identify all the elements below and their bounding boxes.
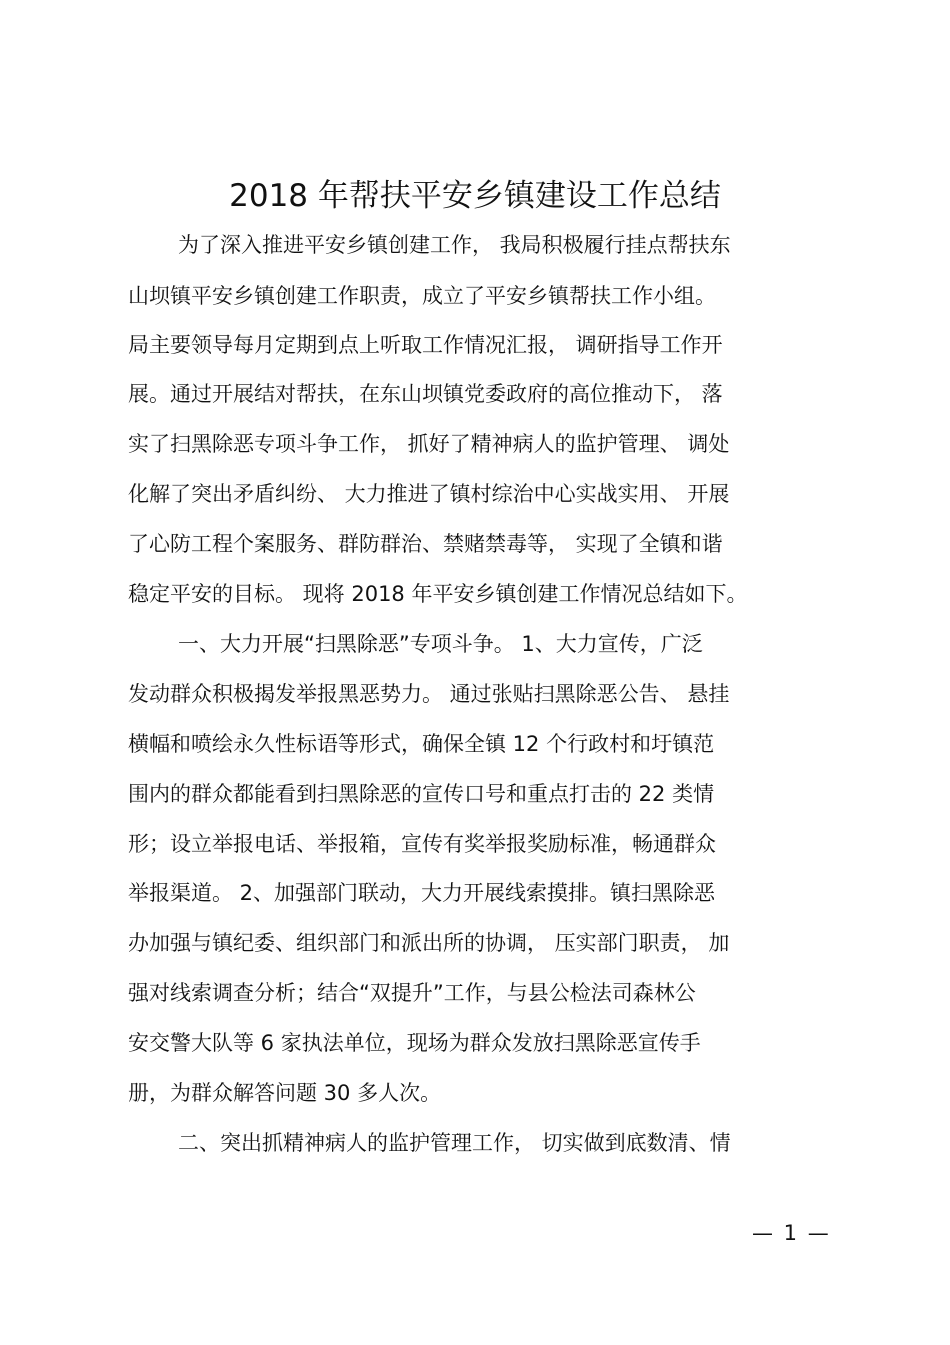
paragraph-line: 安交警大队等 6 家执法单位，现场为群众发放扫黑除恶宣传手 [128,1031,701,1055]
page-number: — 1 — [752,1221,831,1245]
paragraph-line: 办加强与镇纪委、组织部门和派出所的协调， 压实部门职责， 加 [128,931,730,955]
paragraph-line: 强对线索调查分析；结合“双提升”工作，与县公检法司森林公 [128,981,696,1005]
paragraph-line: 了心防工程个案服务、群防群治、禁赌禁毒等， 实现了全镇和谐 [128,532,723,556]
paragraph-line: 稳定平安的目标。 现将 2018 年平安乡镇创建工作情况总结如下。 [128,582,748,606]
paragraph-line: 实了扫黑除恶专项斗争工作， 抓好了精神病人的监护管理、 调处 [128,432,730,456]
paragraph-line: 为了深入推进平安乡镇创建工作， 我局积极履行挂点帮扶东 [178,233,731,257]
document-title: 2018 年帮扶平安乡镇建设工作总结 [229,178,721,214]
paragraph-line: 形；设立举报电话、举报箱，宣传有奖举报奖励标准，畅通群众 [128,832,716,856]
paragraph-line: 化解了突出矛盾纠纷、 大力推进了镇村综治中心实战实用、 开展 [128,482,730,506]
paragraph-line: 展。通过开展结对帮扶，在东山坝镇党委政府的高位推动下， 落 [128,382,723,406]
paragraph-line: 册，为群众解答问题 30 多人次。 [128,1081,442,1105]
paragraph-line: 局主要领导每月定期到点上听取工作情况汇报， 调研指导工作开 [128,333,723,357]
paragraph-line: 二、突出抓精神病人的监护管理工作， 切实做到底数清、情 [178,1131,731,1155]
paragraph-line: 举报渠道。 2、加强部门联动，大力开展线索摸排。镇扫黑除恶 [128,881,716,905]
paragraph-line: 山坝镇平安乡镇创建工作职责，成立了平安乡镇帮扶工作小组。 [128,284,716,308]
paragraph-line: 围内的群众都能看到扫黑除恶的宣传口号和重点打击的 22 类情 [128,782,715,806]
paragraph-line: 一、大力开展“扫黑除恶”专项斗争。 1、大力宣传，广泛 [178,632,703,656]
paragraph-line: 发动群众积极揭发举报黑恶势力。 通过张贴扫黑除恶公告、 悬挂 [128,682,730,706]
paragraph-line: 横幅和喷绘永久性标语等形式，确保全镇 12 个行政村和圩镇范 [128,732,715,756]
